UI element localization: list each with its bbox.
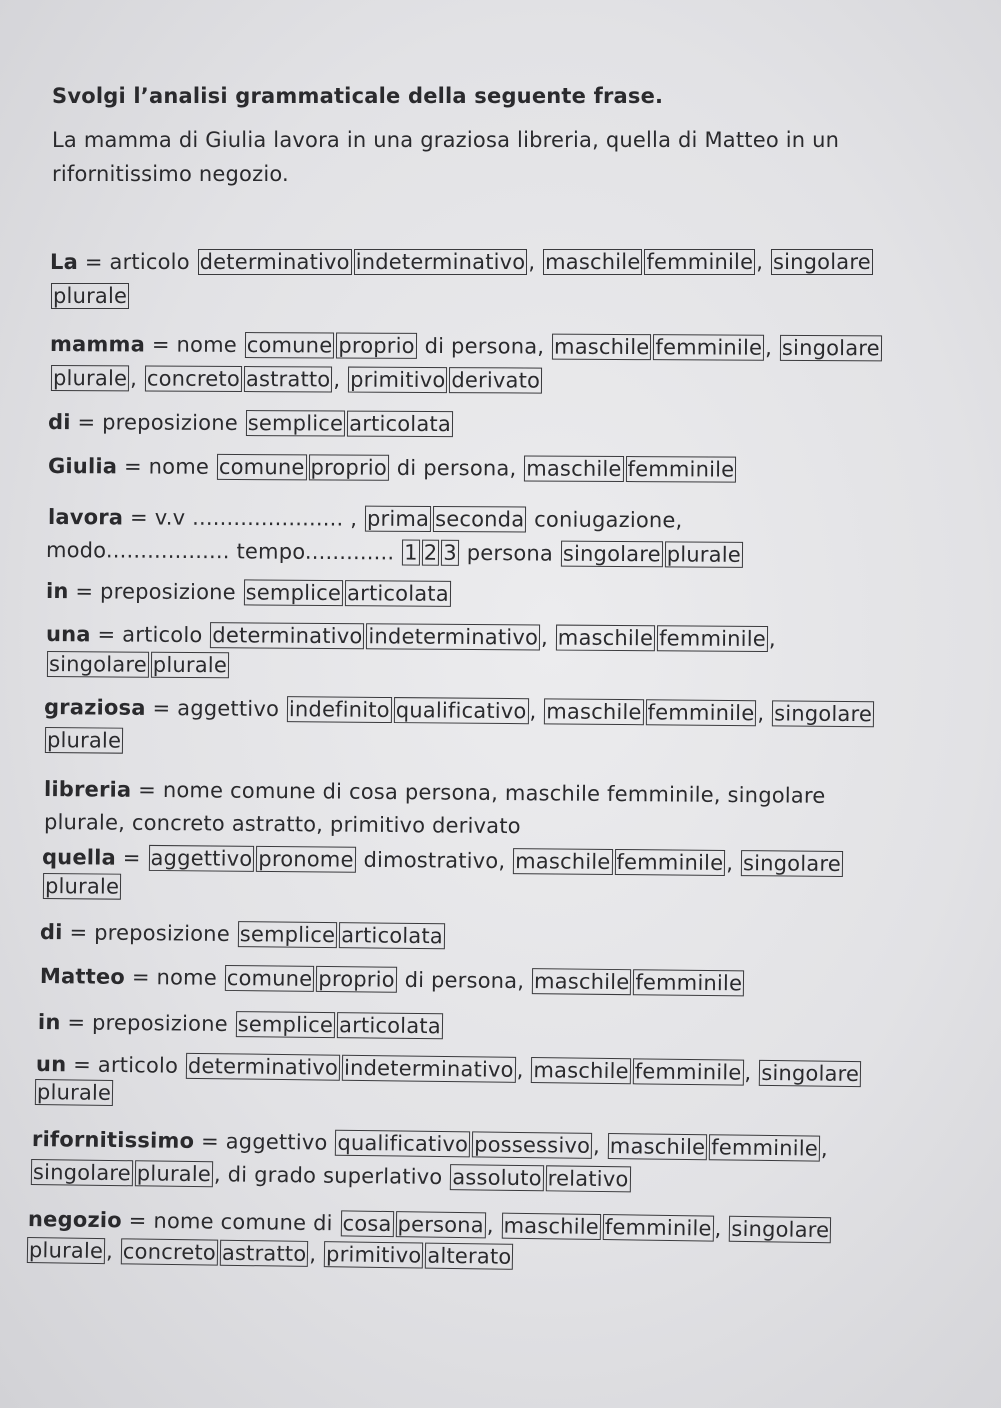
option-box[interactable]: femminile — [709, 1134, 820, 1161]
option-box[interactable]: semplice — [246, 410, 346, 437]
static-text: = nome — [144, 332, 244, 358]
analyzed-word: una — [45, 622, 91, 647]
option-box[interactable]: singolare — [561, 541, 663, 568]
static-text: = articolo — [77, 250, 197, 274]
option-box[interactable]: maschile — [513, 848, 613, 875]
option-box[interactable]: aggettivo — [148, 845, 254, 872]
option-box[interactable]: femminile — [614, 849, 725, 876]
option-box[interactable]: indefinito — [287, 696, 392, 723]
option-box[interactable]: 3 — [441, 540, 459, 566]
option-box[interactable]: maschile — [501, 1213, 601, 1240]
option-box[interactable]: comune — [217, 454, 307, 480]
option-box[interactable]: determinativo — [210, 622, 364, 649]
static-text: , — [765, 335, 779, 360]
static-text: , — [820, 1136, 828, 1161]
option-box[interactable]: singolare — [47, 651, 149, 678]
option-box[interactable]: maschile — [531, 1057, 631, 1084]
static-text: , — [757, 701, 772, 726]
static-text: persona — [459, 540, 560, 566]
analyzed-word: di — [39, 920, 63, 945]
analysis-line — [40, 962, 745, 997]
option-box[interactable]: plurale — [51, 365, 129, 391]
analysis-line — [36, 1050, 862, 1088]
option-box[interactable]: plurale — [45, 727, 123, 754]
option-box[interactable]: plurale — [35, 1079, 113, 1106]
static-text: dimostrativo, — [356, 847, 513, 874]
option-box[interactable]: plurale — [27, 1237, 105, 1264]
analysis-line — [44, 726, 124, 755]
option-box[interactable]: singolare — [772, 700, 874, 727]
analysis-line — [42, 872, 122, 901]
option-box[interactable]: proprio — [316, 966, 397, 993]
option-box[interactable]: qualificativo — [394, 697, 529, 724]
option-box[interactable]: comune — [225, 965, 315, 992]
static-text: = nome — [117, 454, 216, 479]
static-text: = aggettivo — [145, 695, 287, 722]
static-text: = preposizione — [60, 1010, 235, 1037]
option-box[interactable]: singolare — [729, 1216, 831, 1243]
static-text: = preposizione — [70, 410, 245, 436]
static-text: = v.v ...................... , — [123, 505, 365, 531]
static-text: , — [744, 1060, 759, 1085]
option-box[interactable]: femminile — [657, 625, 768, 652]
analysis-line — [50, 330, 883, 362]
option-box[interactable]: articolata — [337, 1012, 443, 1039]
static-text: , — [768, 627, 776, 652]
option-box[interactable]: astratto — [244, 366, 333, 392]
option-box[interactable]: singolare — [772, 250, 871, 274]
static-text: = nome comune di — [121, 1208, 340, 1236]
analyzed-word: in — [45, 579, 69, 604]
analysis-line — [38, 1008, 444, 1040]
option-box[interactable]: maschile — [608, 1133, 708, 1160]
analysis-line — [46, 620, 776, 653]
option-box[interactable]: indeterminativo — [342, 1055, 516, 1083]
analysis-line — [46, 577, 452, 608]
static-text: , di grado superlativo — [213, 1162, 450, 1190]
option-box[interactable]: articolata — [339, 922, 445, 949]
option-box[interactable]: alterato — [425, 1243, 513, 1270]
option-box[interactable]: femminile — [603, 1214, 714, 1242]
option-box[interactable]: possessivo — [472, 1131, 592, 1158]
option-box[interactable]: maschile — [524, 455, 623, 482]
option-box[interactable]: indeterminativo — [355, 250, 526, 274]
option-box[interactable]: comune — [245, 332, 335, 358]
option-box[interactable]: semplice — [238, 921, 338, 948]
option-box[interactable]: qualificativo — [335, 1130, 470, 1158]
analysis-line — [26, 1236, 515, 1271]
option-box[interactable]: singolare — [759, 1060, 861, 1087]
option-box[interactable]: concreto — [121, 1238, 218, 1265]
static-text: , — [592, 1133, 608, 1159]
option-box[interactable]: 1 — [402, 539, 420, 565]
option-box[interactable]: plurale — [665, 541, 743, 568]
option-box[interactable]: plurale — [53, 284, 128, 308]
analysis-line — [46, 536, 744, 569]
static-text: , — [756, 250, 770, 274]
static-text: , — [333, 367, 348, 392]
static-text: , — [529, 699, 544, 724]
static-text: modo.................. tempo............. — [45, 538, 402, 565]
option-box[interactable]: femminile — [653, 334, 764, 361]
option-box[interactable]: concreto — [145, 365, 242, 392]
analysis-line — [42, 843, 844, 878]
option-box[interactable]: astratto — [220, 1240, 309, 1267]
analysis-line — [32, 1125, 828, 1163]
analysis-line — [48, 452, 737, 484]
analysis-line — [48, 503, 683, 534]
option-box[interactable]: articolata — [345, 580, 451, 607]
sentence-line-2: rifornitissimo negozio. — [52, 162, 289, 186]
instruction-heading: Svolgi l’analisi grammaticale della seguente frase. — [52, 84, 664, 108]
option-box[interactable]: determinativo — [186, 1053, 340, 1081]
option-box[interactable]: singolare — [741, 850, 843, 877]
option-box[interactable]: proprio — [336, 332, 417, 358]
analyzed-word: quella — [41, 845, 117, 870]
option-box[interactable]: articolata — [347, 411, 453, 438]
option-box[interactable]: seconda — [433, 506, 526, 532]
analyzed-word: libreria — [43, 777, 132, 802]
option-box[interactable]: relativo — [546, 1165, 631, 1192]
static-text: , — [714, 1216, 729, 1241]
analysis-line — [44, 693, 875, 728]
analysis-line — [44, 775, 826, 810]
static-text: di persona, — [389, 455, 524, 481]
option-box[interactable]: indeterminativo — [366, 623, 540, 650]
analyzed-word: graziosa — [43, 695, 146, 720]
analysis-line — [40, 918, 446, 950]
option-box[interactable]: maschile — [552, 334, 651, 361]
option-box[interactable]: 2 — [422, 540, 440, 566]
option-box[interactable]: maschile — [545, 250, 641, 274]
option-box[interactable]: semplice — [236, 1011, 336, 1038]
analyzed-word: Matteo — [39, 964, 126, 989]
option-box[interactable]: derivato — [449, 367, 542, 393]
option-box[interactable]: persona — [395, 1211, 486, 1238]
static-text: plurale, concreto astratto, primitivo derivato — [43, 810, 521, 839]
analysis-line — [50, 282, 130, 310]
analyzed-word: lavora — [47, 505, 124, 530]
static-text: , — [486, 1213, 501, 1238]
option-box[interactable]: prima — [365, 506, 431, 532]
static-text: coniugazione, — [527, 507, 683, 533]
option-box[interactable]: femminile — [625, 456, 736, 483]
static-text: di persona, — [397, 967, 532, 994]
static-text: = articolo — [90, 622, 210, 648]
option-box[interactable]: proprio — [308, 454, 389, 480]
static-text: di persona, — [417, 333, 552, 359]
option-box[interactable]: femminile — [646, 699, 757, 726]
option-box[interactable]: singolare — [780, 335, 882, 362]
static-text: , — [516, 1057, 531, 1083]
option-box[interactable]: primitivo — [324, 1241, 424, 1268]
analyzed-word: mamma — [49, 332, 146, 357]
option-box[interactable]: maschile — [544, 698, 644, 725]
static-text: , — [130, 366, 144, 391]
analysis-line — [34, 1078, 114, 1107]
analyzed-word: un — [35, 1052, 67, 1077]
analysis-line — [48, 408, 454, 438]
option-box[interactable]: pronome — [256, 846, 356, 873]
option-box[interactable]: cosa — [340, 1210, 393, 1237]
analyzed-word: negozio — [27, 1207, 123, 1233]
option-box[interactable]: primitivo — [348, 367, 447, 394]
analysis-line — [30, 1158, 632, 1193]
static-text: = preposizione — [62, 920, 237, 947]
analyzed-word: in — [37, 1010, 61, 1035]
static-text: = — [115, 845, 148, 870]
sentence-line-1: La mamma di Giulia lavora in una graziosa libreria, quella di Matteo in un — [52, 128, 840, 152]
option-box[interactable]: femminile — [633, 1058, 744, 1085]
analysis-line — [44, 808, 521, 840]
static-text: , — [309, 1241, 324, 1267]
analyzed-word: rifornitissimo — [31, 1127, 195, 1153]
option-box[interactable]: maschile — [556, 625, 655, 652]
option-box[interactable]: plurale — [151, 652, 229, 679]
option-box[interactable]: semplice — [244, 579, 344, 606]
option-box[interactable]: plurale — [43, 873, 121, 900]
analysis-line — [50, 364, 543, 395]
option-box[interactable]: femminile — [633, 969, 744, 996]
static-text: = nome comune di cosa persona, maschile femminile, singolare — [131, 777, 826, 808]
analysis-line — [46, 650, 230, 679]
static-text: , — [540, 625, 555, 650]
analysis-line — [50, 248, 874, 276]
analyzed-word: di — [47, 410, 71, 435]
option-box[interactable]: determinativo — [199, 250, 350, 274]
option-box[interactable]: plurale — [135, 1160, 213, 1187]
option-box[interactable]: assoluto — [450, 1164, 544, 1191]
static-text: = articolo — [66, 1052, 186, 1078]
option-box[interactable]: femminile — [646, 250, 754, 274]
static-text: = nome — [124, 964, 224, 990]
option-box[interactable]: maschile — [532, 968, 632, 995]
static-text: = aggettivo — [194, 1128, 335, 1155]
static-text: = preposizione — [68, 579, 243, 605]
analyzed-word: La — [50, 250, 78, 274]
static-text: , — [105, 1239, 121, 1264]
option-box[interactable]: singolare — [31, 1159, 133, 1186]
static-text: , — [726, 850, 741, 876]
static-text: , — [528, 250, 543, 274]
analyzed-word: Giulia — [47, 454, 118, 479]
